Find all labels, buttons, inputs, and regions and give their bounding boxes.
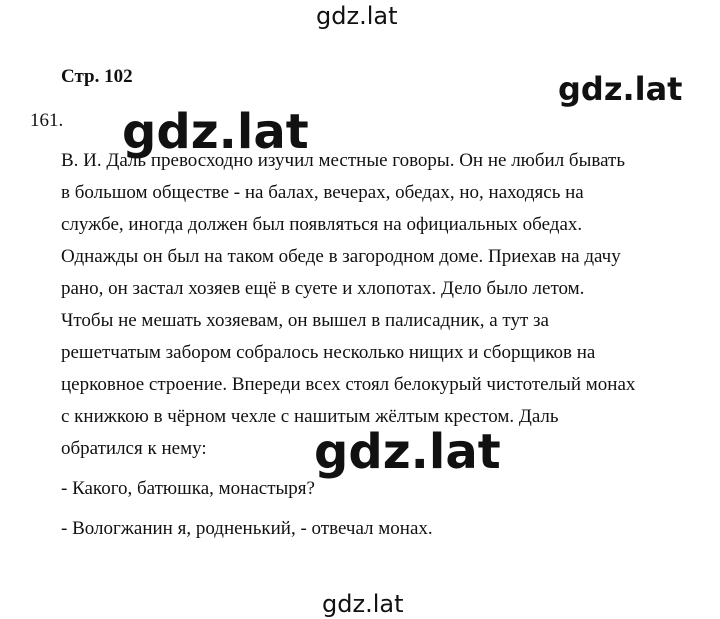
paragraph-line: решетчатым забором собралось несколько нищих и сборщиков на [61,342,596,363]
paragraph-line: Однажды он был на таком обеде в загородном доме. Приехав на дачу [61,246,621,267]
dialogue-answer: - Вологжанин я, родненький, - отвечал монах. [61,518,433,539]
watermark-center: gdz.lat [314,424,501,480]
paragraph-line: рано, он застал хозяев ещё в суете и хлопотах. Дело было летом. [61,278,585,299]
paragraph-line: службе, иногда должен был появляться на официальных обедах. [61,214,583,235]
paragraph-line: обратился к нему: [61,438,207,459]
watermark-left: gdz.lat [122,104,309,160]
paragraph-line: Чтобы не мешать хозяевам, он вышел в палисадник, а тут за [61,310,549,331]
task-number: 161. [30,110,64,131]
page-label: Стр. 102 [61,66,133,87]
dialogue-question: - Какого, батюшка, монастыря? [61,478,315,499]
watermark-right: gdz.lat [558,70,683,108]
paragraph-line: В. И. Даль превосходно изучил местные говоры. Он не любил бывать [61,150,625,171]
paragraph-line: с книжкою в чёрном чехле с нашитым жёлтым крестом. Даль [61,406,559,427]
watermark-top: gdz.lat [316,2,398,30]
paragraph-line: в большом обществе - на балах, вечерах, обедах, но, находясь на [61,182,584,203]
paragraph-line: церковное строение. Впереди всех стоял белокурый чистотелый монах [61,374,636,395]
watermark-bottom: gdz.lat [322,590,404,618]
